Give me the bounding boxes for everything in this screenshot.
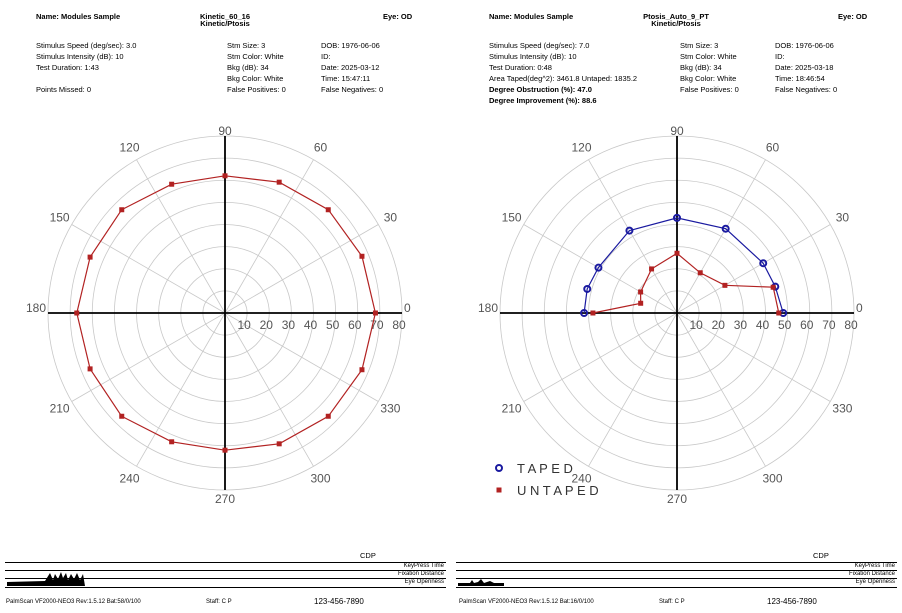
info-false-negatives: False Negatives: 0 — [321, 85, 384, 94]
radius-tick-label: 70 — [370, 318, 384, 332]
angle-tick-label: 270 — [214, 492, 236, 506]
radius-tick-label: 80 — [844, 318, 858, 332]
grid-spoke — [677, 225, 830, 314]
angle-tick-label: 120 — [119, 140, 140, 155]
info-area-taped: Area Taped(deg^2): 3461.8 Untaped: 1835.2 — [489, 74, 638, 83]
angle-tick-label: 240 — [571, 471, 592, 486]
info-bkg-db: Bkg (dB): 34 — [227, 63, 269, 72]
info-stm-color: Stm Color: White — [680, 52, 737, 61]
info-intensity: Stimulus Intensity (dB): 10 — [36, 52, 124, 61]
legend-label-taped: T A P E D — [517, 461, 573, 476]
radius-tick-label: 80 — [392, 318, 406, 332]
data-point-untaped — [675, 251, 680, 256]
info-stm-color: Stm Color: White — [227, 52, 284, 61]
patient-name: Name: Modules Sample — [36, 12, 121, 21]
staff-label: Staff: C P — [659, 599, 685, 605]
data-point-kinetic — [373, 311, 378, 316]
angle-tick-label: 90 — [218, 124, 232, 138]
data-point-kinetic — [88, 255, 93, 260]
angle-tick-label: 270 — [666, 492, 688, 506]
grid-spoke — [524, 313, 677, 402]
radius-tick-label: 60 — [348, 318, 362, 332]
cdp-label: CDP — [813, 551, 829, 560]
data-point-kinetic — [119, 414, 124, 419]
radius-tick-label: 20 — [711, 318, 725, 332]
angle-tick-label: 210 — [49, 401, 70, 416]
trace-waveform — [5, 562, 105, 588]
info-bkg-color: Bkg Color: White — [680, 74, 737, 83]
info-bkg-db: Bkg (dB): 34 — [680, 63, 722, 72]
info-id: ID: — [321, 52, 331, 61]
info-false-positives: False Positives: 0 — [680, 85, 739, 94]
angle-tick-label: 90 — [670, 124, 684, 138]
info-stm-size: Stm Size: 3 — [680, 41, 719, 50]
trace-label-keypress: KeyPress Time — [854, 563, 895, 569]
device-info: PalmScan VF2000-NEO3 Rev:1.5.12 Bat:58/0/100 — [6, 599, 141, 605]
test-subtitle: Kinetic/Ptosis — [651, 19, 701, 28]
angle-tick-label: 330 — [380, 401, 401, 416]
series-line-untaped — [593, 253, 779, 313]
radius-tick-label: 10 — [237, 318, 251, 332]
angle-tick-label: 0 — [856, 301, 863, 315]
angle-tick-label: 60 — [765, 140, 780, 155]
device-info: PalmScan VF2000-NEO3 Rev:1.5.12 Bat:16/0/100 — [459, 599, 594, 605]
radius-tick-label: 30 — [733, 318, 748, 332]
trace-label-openness: Eye Openness — [404, 579, 444, 585]
grid-spoke — [225, 225, 378, 314]
data-point-kinetic — [326, 207, 331, 212]
radius-tick-label: 50 — [777, 318, 792, 332]
angle-tick-label: 120 — [571, 140, 592, 155]
info-id: ID: — [775, 52, 785, 61]
info-intensity: Stimulus Intensity (dB): 10 — [489, 52, 577, 61]
test-subtitle: Kinetic/Ptosis — [200, 19, 250, 28]
radius-tick-label: 20 — [259, 318, 273, 332]
info-stm-size: Stm Size: 3 — [227, 41, 266, 50]
trace-label-keypress: KeyPress Time — [403, 563, 444, 569]
data-point-untaped — [776, 311, 781, 316]
grid-spoke — [72, 225, 225, 314]
data-point-untaped — [638, 301, 643, 306]
info-duration: Test Duration: 1:43 — [36, 63, 99, 72]
test-title: Kinetic_60_16 — [199, 12, 251, 21]
angle-tick-label: 180 — [477, 301, 498, 315]
grid-spoke — [677, 160, 766, 313]
data-point-untaped — [722, 283, 727, 288]
angle-tick-label: 300 — [762, 471, 783, 486]
patient-name: Name: Modules Sample — [489, 12, 574, 21]
angle-tick-label: 240 — [119, 471, 140, 486]
radius-tick-label: 30 — [281, 318, 296, 332]
grid-spoke — [589, 160, 678, 313]
legend-marker-taped — [496, 465, 502, 471]
data-point-kinetic — [359, 367, 364, 372]
info-speed: Stimulus Speed (deg/sec): 3.0 — [36, 41, 137, 50]
polar-grid — [500, 136, 854, 490]
eye-label: Eye: OD — [838, 12, 868, 21]
grid-spoke — [589, 313, 678, 466]
data-point-untaped — [649, 266, 654, 271]
trace-area — [456, 562, 897, 588]
angle-tick-label: 300 — [310, 471, 331, 486]
radius-tick-label: 50 — [325, 318, 340, 332]
trace-label-fixation: Fixation Distance — [397, 571, 444, 577]
info-speed: Stimulus Speed (deg/sec): 7.0 — [489, 41, 590, 50]
angle-tick-label: 60 — [313, 140, 328, 155]
legend-marker-untaped — [497, 488, 502, 493]
info-duration: Test Duration: 0:48 — [489, 63, 552, 72]
angle-tick-label: 30 — [383, 210, 398, 225]
info-time: Time: 18:46:54 — [775, 74, 825, 83]
data-point-kinetic — [88, 366, 93, 371]
angle-tick-label: 210 — [501, 401, 522, 416]
info-false-negatives: False Negatives: 0 — [775, 85, 838, 94]
trace-label-openness: Eye Openness — [855, 579, 895, 585]
angle-tick-label: 180 — [25, 301, 46, 315]
staff-label: Staff: C P — [206, 599, 232, 605]
data-point-kinetic — [169, 182, 174, 187]
radius-tick-label: 70 — [822, 318, 836, 332]
series-line-taped — [584, 218, 783, 313]
grid-spoke — [225, 313, 314, 466]
cdp-label: CDP — [360, 551, 376, 560]
data-point-kinetic — [359, 254, 364, 259]
eye-label: Eye: OD — [383, 12, 413, 21]
info-dob: DOB: 1976-06-06 — [775, 41, 834, 50]
right-report-panel — [451, 0, 902, 613]
radius-tick-label: 10 — [689, 318, 703, 332]
grid-spoke — [72, 313, 225, 402]
info-degree-improvement: Degree Improvement (%): 88.6 — [489, 96, 597, 105]
info-false-positives: False Positives: 0 — [227, 85, 286, 94]
legend-label-untaped: U N T A P E D — [517, 483, 599, 498]
angle-tick-label: 330 — [832, 401, 853, 416]
data-point-untaped — [771, 285, 776, 290]
trace-area — [5, 562, 446, 588]
radius-tick-label: 60 — [800, 318, 814, 332]
data-point-untaped — [698, 270, 703, 275]
ptosis-polar-chart — [451, 118, 902, 508]
angle-tick-label: 150 — [501, 210, 522, 225]
radius-tick-label: 40 — [755, 318, 770, 332]
info-dob: DOB: 1976-06-06 — [321, 41, 380, 50]
data-point-kinetic — [169, 439, 174, 444]
data-point-kinetic — [74, 311, 79, 316]
data-point-kinetic — [119, 207, 124, 212]
kinetic-polar-chart — [0, 118, 451, 508]
trace-waveform — [456, 562, 556, 588]
angle-tick-label: 150 — [49, 210, 70, 225]
info-points-missed: Points Missed: 0 — [36, 85, 92, 94]
info-time: Time: 15:47:11 — [321, 74, 371, 83]
phone-number: 123-456-7890 — [767, 597, 817, 606]
info-date: Date: 2025-03-18 — [775, 63, 834, 72]
trace-label-fixation: Fixation Distance — [848, 571, 895, 577]
radius-tick-label: 40 — [303, 318, 318, 332]
angle-tick-label: 0 — [404, 301, 411, 315]
data-point-kinetic — [277, 180, 282, 185]
info-date: Date: 2025-03-12 — [321, 63, 380, 72]
info-bkg-color: Bkg Color: White — [227, 74, 284, 83]
data-point-kinetic — [223, 173, 228, 178]
data-point-kinetic — [223, 448, 228, 453]
grid-spoke — [225, 160, 314, 313]
data-point-untaped — [638, 289, 643, 294]
grid-spoke — [677, 313, 766, 466]
test-title: Ptosis_Auto_9_PT — [643, 12, 709, 21]
angle-tick-label: 30 — [835, 210, 850, 225]
data-point-untaped — [590, 311, 595, 316]
data-point-kinetic — [277, 441, 282, 446]
data-point-kinetic — [326, 414, 331, 419]
polar-grid — [48, 136, 402, 490]
phone-number: 123-456-7890 — [314, 597, 364, 606]
info-degree-obstruction: Degree Obstruction (%): 47.0 — [489, 85, 592, 94]
